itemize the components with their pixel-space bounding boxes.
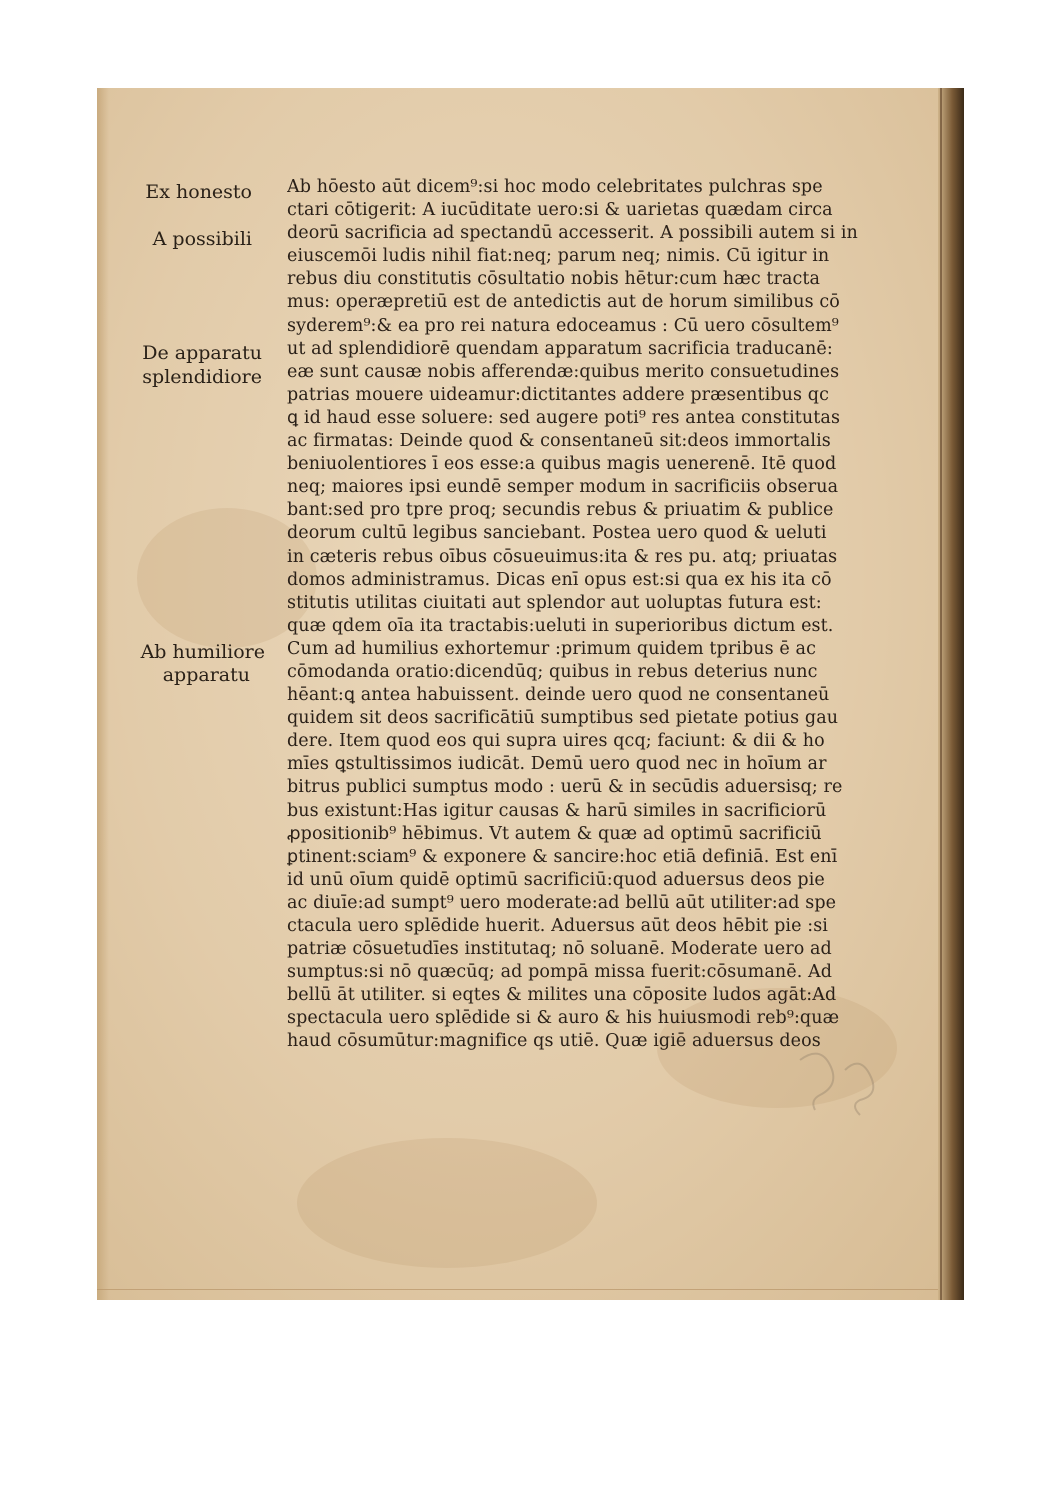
text-line: ctari cōtigerit: A iucūditate uero:si & uarietas quædam circa	[287, 200, 833, 221]
text-line: ꝑtinent:sciam⁹ & exponere & sancire:hoc etiā definiā. Est enī	[287, 846, 838, 867]
text-line: dere. Item quod eos qui supra uires qcq; faciunt: & dii & ho	[287, 731, 825, 752]
paper-stain	[297, 1138, 597, 1268]
text-line: bus existunt:Has igitur causas & harū similes in sacrificiorū	[287, 800, 827, 821]
text-line: Cum ad humilius exhortemur :primum quidem tpribus ē ac	[287, 638, 816, 659]
text-line: ut ad splendidiorē quendam apparatum sacrificia traducanē:	[287, 338, 833, 359]
bottom-rule	[97, 1289, 964, 1290]
text-line: beniuolentiores ī eos esse:a quibus magis uenerenē. Itē quod	[287, 454, 837, 475]
text-line: quæ qdem oīa ita tractabis:ueluti in superioribus dictum est.	[287, 615, 834, 636]
text-line: ꝗ id haud esse soluere: sed augere poti⁹ res antea constitutas	[287, 407, 841, 428]
marginal-note-splendidiore: splendidiore	[142, 366, 262, 388]
watermark-mark	[790, 1040, 900, 1120]
page-gutter-shadow	[97, 88, 109, 1300]
text-line: bitrus publici sumptus modo : uerū & in secūdis aduersisq; re	[287, 777, 843, 798]
text-line: stitutis utilitas ciuitati aut splendor aut uoluptas futura est:	[287, 592, 822, 613]
text-line: cōmodanda oratio:dicendūq; quibus in rebus deterius nunc	[287, 661, 818, 682]
text-line: mus: operæpretiū est de antedictis aut de horum similibus cō	[287, 292, 840, 313]
text-line: neq; maiores ipsi eundē semper modum in sacrificiis obserua	[287, 477, 839, 498]
text-line: haud cōsumūtur:magnifice qs utiē. Quæ igiē aduersus deos	[287, 1031, 821, 1052]
text-line: ac diuīe:ad sumpt⁹ uero moderate:ad bellū aūt utiliter:ad spe	[287, 892, 837, 913]
marginal-note-ab-humiliore: Ab humiliore	[140, 641, 265, 663]
text-line: bant:sed pro tpre proq; secundis rebus & priuatim & publice	[287, 500, 834, 521]
text-line: hēant:ꝗ antea habuissent. deinde uero quod ne consentaneū	[287, 685, 830, 706]
text-line: sumptus:si nō quæcūq; ad pompā missa fuerit:cōsumanē. Ad	[287, 962, 833, 983]
text-line: domos administramus. Dicas enī opus est:si qua ex his ita cō	[287, 569, 832, 590]
page-edge-line	[940, 88, 942, 1300]
marginal-note-de-apparatu: De apparatu	[142, 342, 262, 364]
text-line: deorum cultū legibus sanciebant. Postea uero quod & ueluti	[287, 523, 827, 544]
text-line: spectacula uero splēdide si & auro & his huiusmodi reb⁹:quæ	[287, 1008, 840, 1029]
text-line: rebus diu constitutis cōsultatio nobis hētur:cum hæc tracta	[287, 269, 821, 290]
text-line: eiuscemōi ludis nihil fiat:neq; parum neq; nimis. Cū igitur in	[287, 246, 830, 267]
text-line: mīes ꝗstultissimos iudicāt. Demū uero quod nec in hoīum ar	[287, 754, 827, 775]
text-line: ac firmatas: Deinde quod & consentaneū sit:deos immortalis	[287, 431, 831, 452]
text-line: Ab hōesto aūt dicem⁹:si hoc modo celebritates pulchras spe	[287, 177, 823, 197]
text-line: id unū oīum quidē optimū sacrificiū:quod aduersus deos pie	[287, 869, 825, 890]
text-line: in cæteris rebus oībus cōsueuimus:ita & res pu. atq; priuatas	[287, 546, 838, 567]
text-line: bellū āt utiliter. si eqtes & milites una cōposite ludos agāt:Ad	[287, 985, 837, 1006]
marginal-note-apparatu: apparatu	[162, 664, 250, 686]
text-line: patriæ cōsuetudīes institutaq; nō soluanē. Moderate uero ad	[287, 939, 832, 960]
text-line: ctacula uero splēdide huerit. Aduersus aūt deos hēbit pie :si	[287, 916, 828, 936]
text-line: syderem⁹:& ea pro rei natura edoceamus : Cū uero cōsultem⁹	[287, 315, 839, 336]
main-text-column	[287, 176, 879, 1054]
marginal-note-a-possibili: A possibili	[152, 228, 252, 250]
text-line: quidem sit deos sacrificātiū sumptibus sed pietate potius gau	[287, 708, 839, 729]
text-line: ꝓpositionib⁹ hēbimus. Vt autem & quæ ad optimū sacrificiū	[287, 823, 822, 844]
text-line: deorū sacrificia ad spectandū accesserit. A possibili autem si in	[287, 223, 858, 244]
text-line: eæ sunt causæ nobis afferendæ:quibus merito consuetudines	[287, 361, 840, 382]
text-line: patrias mouere uideamur:dictitantes addere præsentibus qc	[287, 384, 829, 405]
marginal-note-ex-honesto: Ex honesto	[145, 181, 252, 203]
